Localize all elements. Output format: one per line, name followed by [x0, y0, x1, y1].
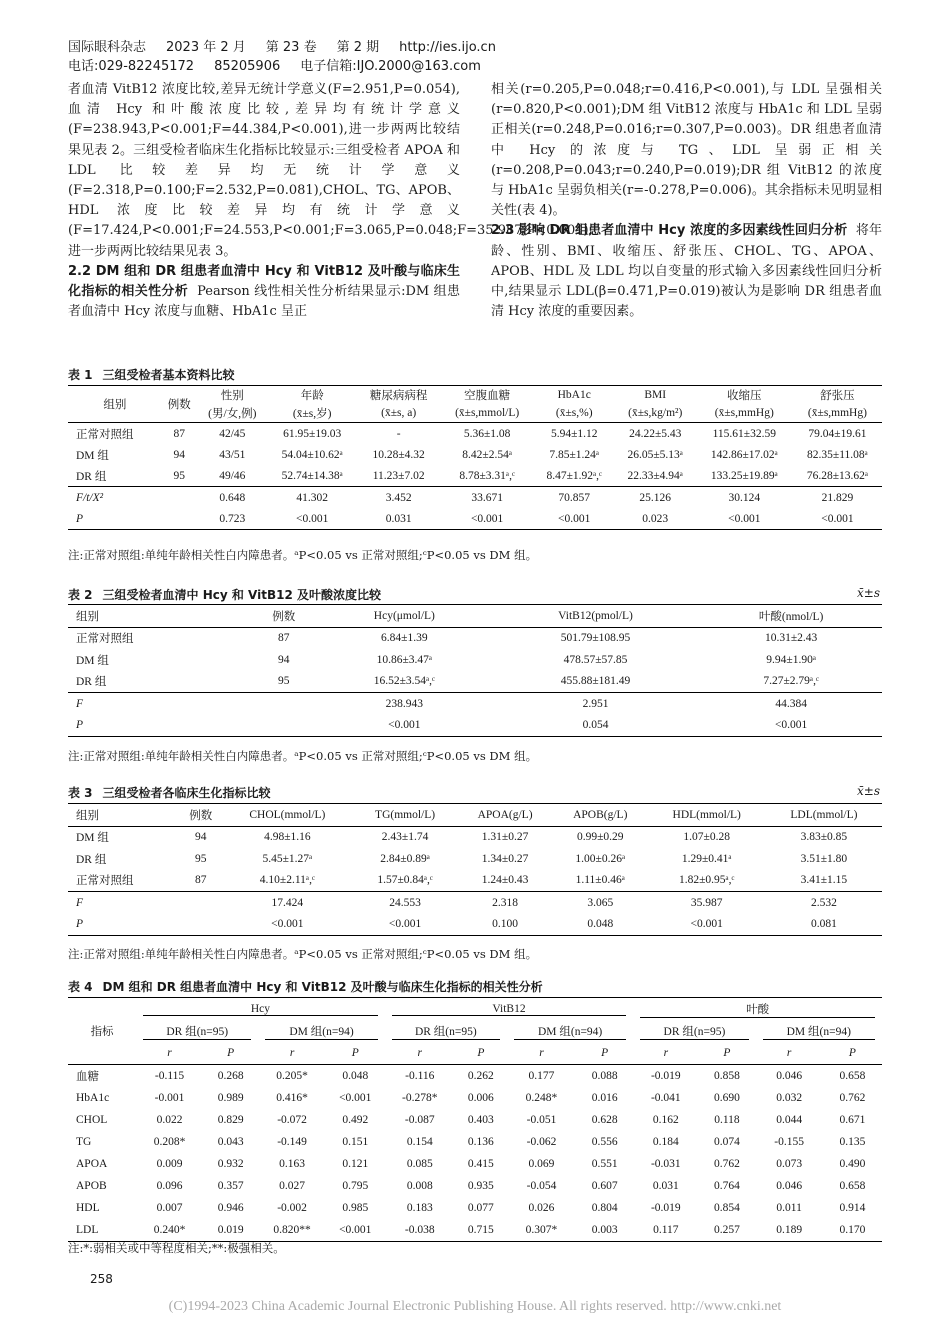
table-row: 正常对照组 87 42/45 61.95±19.03 - 5.36±1.08 5.94±1.12 24.22±5.43 115.61±32.59 79.04±19.61	[68, 423, 882, 445]
table-cell: 0.804	[591, 1202, 618, 1214]
table-header: (x̄±s,%)	[555, 407, 593, 419]
table-cell: -0.041	[650, 1092, 681, 1104]
stat-row: P <0.001 0.054 <0.001	[68, 715, 882, 737]
table-cell: 0.077	[467, 1202, 494, 1214]
journal-header-line2	[68, 55, 501, 74]
table2-caption: 表 2 三组受检者血清中 Hcy 和 VitB12 及叶酸浓度比较	[68, 588, 381, 602]
table-cell: 0.011	[776, 1202, 802, 1214]
table-header: 组别	[68, 605, 250, 628]
table-header: P	[601, 1047, 609, 1059]
table-cell: 0.985	[342, 1202, 369, 1214]
table-cell: 0.690	[714, 1092, 740, 1104]
table-cell: 0.019	[203, 1219, 258, 1242]
table-cell: 0.658	[823, 1065, 882, 1088]
journal-header-line1	[68, 36, 516, 55]
table-row: DR 组 95 5.45±1.27ᵃ 2.84±0.89ᵃ 1.34±0.27 1.00±0.26ᵃ 1.29±0.41ᵃ 3.51±1.80	[76, 852, 848, 866]
table-row: DR 组 95 49/46 52.74±14.38ᵃ 11.23±7.02 8.78±3.31ᵃ,ᶜ 8.47±1.92ᵃ,ᶜ 22.33±4.94ᵃ 133.25±19.89ᵃ 76.28±13.62ᵃ	[76, 469, 869, 483]
table-cell: 0.151	[342, 1136, 369, 1148]
table-cell: 0.118	[714, 1114, 740, 1126]
table-row: 正常对照组 87 4.10±2.11ᵃ,ᶜ 1.57±0.84ᵃ,ᶜ 1.24±0.43 1.11±0.46ᵃ 1.82±0.95ᵃ,ᶜ 3.41±1.15	[76, 874, 848, 888]
table-cell: 0.416*	[276, 1092, 308, 1104]
table1-caption: 表 1 三组受检者基本资料比较	[68, 368, 235, 382]
table-cell: 0.551	[591, 1158, 618, 1170]
table-cell: 0.096	[156, 1180, 183, 1192]
table-header: r	[539, 1047, 544, 1059]
table-cell: 0.162	[652, 1114, 679, 1126]
table-header: Hcy	[143, 1003, 378, 1016]
table-cell: 0.008	[406, 1180, 433, 1192]
table-header: 指标	[68, 998, 136, 1065]
table-header: P	[477, 1047, 485, 1059]
table-cell: 0.935	[467, 1180, 494, 1192]
table-cell: 0.858	[698, 1065, 755, 1088]
table-row	[68, 1087, 882, 1109]
paragraph: 者血清 VitB12 浓度比较,差异无统计学意义(F=2.951,P=0.054),血清 Hcy 和叶酸浓度比较,差异均有统计学意义(F=238.943,P<0.001;F=44.384,P<0.001),进一步两两比较结果见表 2。三组受检者临床生化指标比较显示:三组受检者 APOA 和 LDL 比较差异均无统计学意义(F=2.318,P=0.100;F=2.532,P=0.081),CHOL、TG、APOB、HDL 浓度比较差异均有统计学意义(F=17.424,P<0.001;F=24.553,P<0.001;F=3.065,P=0.048;F=35.987,P<0.001),进一步两两比较结果见表 3。	[68, 82, 593, 259]
table-row: 正常对照组 87 6.84±1.39 501.79±108.95 10.31±2.43	[68, 627, 882, 649]
table-header: 例数	[162, 386, 197, 423]
table-cell: 0.016	[591, 1092, 618, 1104]
journal-url[interactable]: http://ies.ijo.cn	[399, 40, 496, 55]
table-header: 例数	[180, 804, 222, 827]
stat-row: F 238.943 2.951 44.384	[68, 693, 882, 715]
table-cell: 0.163	[279, 1158, 306, 1170]
table-header: DM 组(n=94)	[265, 1023, 377, 1040]
table2-note: 注:正常对照组:单纯年龄相关性白内障患者。ᵃP<0.05 vs 正常对照组;ᶜP<0.05 vs DM 组。	[68, 749, 538, 763]
paragraph: 将年龄、性别、BMI、收缩压、舒张压、CHOL、TG、APOA、APOB、HDL 及 LDL 均以自变量的形式输入多因素线性回归分析中,结果显示 LDL(β=0.471,P=0.019)被认为是影响 DR 组患者血清 Hcy 浓度的重要因素。	[491, 223, 882, 320]
table-header: P	[227, 1047, 235, 1059]
table2-unit: x̄±s	[857, 586, 880, 600]
table-row: DM 组 94 4.98±1.16 2.43±1.74 1.31±0.27 0.99±0.29 1.07±0.28 3.83±0.85	[68, 826, 882, 848]
row-label: CHOL	[76, 1114, 108, 1126]
table-cell: 0.046	[756, 1065, 823, 1088]
table-header: r	[167, 1047, 172, 1059]
table-header: 年龄	[268, 386, 357, 405]
table-cell: 0.006	[467, 1092, 494, 1104]
table-header: 性别	[197, 386, 268, 405]
table-cell: -0.072	[277, 1114, 307, 1126]
email: 电子信箱:IJO.2000@163.com	[300, 59, 481, 74]
table-header: 叶酸	[640, 1001, 875, 1018]
table-cell: -0.019	[650, 1202, 681, 1214]
table3	[68, 803, 882, 936]
table-cell: 0.022	[156, 1114, 183, 1126]
table2	[68, 604, 882, 737]
table-header: 组别	[68, 804, 180, 827]
issue-number: 第 2 期	[336, 40, 380, 55]
table-header: LDL(mmol/L)	[766, 804, 882, 827]
table-cell: 0.829	[217, 1114, 244, 1126]
table-header: r	[289, 1047, 295, 1059]
table4	[68, 997, 882, 1242]
table3-unit: x̄±s	[857, 784, 880, 798]
table-header: (男/女,例)	[208, 408, 257, 420]
row-label: TG	[76, 1136, 92, 1148]
paragraph: 相关(r=0.205,P=0.048;r=0.416,P<0.001),与 LDL 呈强相关(r=0.820,P<0.001);DM 组 VitB12 浓度与 HbA1c 和 LDL 呈弱正相关(r=0.248,P=0.016;r=0.307,P=0.003)。DR 组患者血清中 Hcy 的浓度与 TG、LDL 呈弱正相关(r=0.208,P=0.043;r=0.240,P=0.019);DR 组 VitB12 的浓度与 HbA1c 呈弱负相关(r=-0.278,P=0.006)。其余指标未见明显相关性(表 4)。	[491, 82, 882, 219]
table-cell: 0.932	[217, 1158, 244, 1170]
table-row: DM 组 94 43/51 54.04±10.62ᵃ 10.28±4.32 8.42±2.54ᵃ 7.85±1.24ᵃ 26.05±5.13ᵃ 142.86±17.02ᵃ 82.35±11.08ᵃ	[76, 448, 868, 462]
table-header: r	[786, 1047, 792, 1059]
table-cell: 0.607	[591, 1180, 618, 1192]
table-header: DR 组(n=95)	[143, 1023, 251, 1040]
table-cell: 0.248*	[525, 1092, 558, 1104]
table-row	[68, 1197, 882, 1219]
table-cell: 0.048	[326, 1065, 385, 1088]
table4-caption: 表 4 DM 组和 DR 组患者血清中 Hcy 和 VitB12 及叶酸与临床生化指标的相关性分析	[68, 980, 543, 994]
table-cell: 0.007	[156, 1202, 183, 1214]
row-label: LDL	[68, 1219, 136, 1242]
table-cell: -0.002	[277, 1202, 307, 1214]
paragraph: Pearson 线性相关性分析结果显示:DM 组患者血清中 Hcy 浓度与血糖、HbA1c 呈正	[68, 284, 461, 320]
table-header: Hcy(μmol/L)	[318, 605, 491, 628]
table-header: HbA1c	[534, 386, 615, 405]
table-cell: 0.074	[714, 1136, 740, 1148]
table-header: 收缩压	[696, 386, 793, 405]
table-cell: -0.051	[526, 1114, 557, 1126]
table-cell: 0.009	[156, 1158, 183, 1170]
table-cell: <0.001	[339, 1092, 372, 1104]
row-label: 血糖	[68, 1065, 136, 1088]
table-row	[68, 1219, 882, 1242]
table-header: 糖尿病病程	[357, 386, 441, 405]
table-cell: 0.027	[279, 1180, 306, 1192]
table-header: BMI	[615, 386, 696, 405]
table-row: DM 组 94 10.86±3.47ᵃ 478.57±57.85 9.94±1.90ᵃ	[76, 653, 816, 667]
table-cell: 0.415	[467, 1158, 494, 1170]
volume: 第 23 卷	[265, 40, 317, 55]
table-header: r	[417, 1047, 422, 1059]
table-cell: 0.085	[406, 1158, 433, 1170]
table-cell: 0.762	[839, 1092, 866, 1104]
table-header: r	[663, 1047, 669, 1059]
table1-note: 注:正常对照组:单纯年龄相关性白内障患者。ᵃP<0.05 vs 正常对照组;ᶜP<0.05 vs DM 组。	[68, 548, 538, 562]
table-cell: 0.170	[823, 1219, 882, 1242]
table-cell: 0.658	[839, 1180, 866, 1192]
table-cell: 0.240*	[136, 1219, 203, 1242]
table-header: (x̄±s, a)	[381, 407, 417, 419]
table-header: (x̄±s,mmol/L)	[455, 407, 520, 419]
table-header: (x̄±s,kg/m²)	[628, 407, 683, 419]
table-cell: 0.914	[839, 1202, 866, 1214]
table-cell: 0.121	[342, 1158, 369, 1170]
table-cell: <0.001	[326, 1219, 385, 1242]
table-header: 舒张压	[793, 386, 882, 405]
table-header: DM 组(n=94)	[514, 1023, 626, 1040]
table-cell: 0.032	[776, 1092, 803, 1104]
table-cell: 0.154	[406, 1136, 433, 1148]
table-header: DR 组(n=95)	[392, 1023, 500, 1040]
table-cell: 0.820**	[258, 1219, 325, 1242]
table-header: TG(mmol/L)	[353, 804, 457, 827]
table-cell: 0.046	[776, 1180, 803, 1192]
table-header: P	[351, 1047, 359, 1059]
table-cell: -0.001	[154, 1092, 185, 1104]
table-header: (x̄±s,mmHg)	[807, 407, 867, 419]
table3-note: 注:正常对照组:单纯年龄相关性白内障患者。ᵃP<0.05 vs 正常对照组;ᶜP<0.05 vs DM 组。	[68, 947, 538, 961]
table-cell: 0.088	[576, 1065, 633, 1088]
table-cell: 0.026	[528, 1202, 555, 1214]
table-cell: 0.257	[698, 1219, 755, 1242]
table3-caption: 表 3 三组受检者各临床生化指标比较	[68, 786, 271, 800]
table-cell: -0.155	[774, 1136, 804, 1148]
table-cell: 0.268	[203, 1065, 258, 1088]
phone-ext: 85205906	[214, 59, 281, 74]
table4-note: 注:*:弱相关或中等程度相关;**:极强相关。	[68, 1241, 285, 1255]
table-cell: 0.762	[714, 1158, 740, 1170]
row-label: HbA1c	[76, 1092, 110, 1104]
table-cell: 0.262	[455, 1065, 507, 1088]
table-cell: 0.205*	[258, 1065, 325, 1088]
row-label: APOA	[76, 1158, 108, 1170]
table-row: DR 组 95 16.52±3.54ᵃ,ᶜ 455.88±181.49 7.27±2.79ᵃ,ᶜ	[76, 675, 819, 689]
row-label: HDL	[76, 1202, 100, 1214]
table-row	[68, 1109, 882, 1131]
table-cell: 0.043	[217, 1136, 244, 1148]
table-header: P	[723, 1047, 731, 1059]
table-cell: 0.357	[217, 1180, 244, 1192]
table-header: P	[848, 1047, 856, 1059]
table-cell: -0.062	[526, 1136, 557, 1148]
table-cell: -0.038	[385, 1219, 455, 1242]
table-cell: 0.003	[576, 1219, 633, 1242]
phone: 电话:029-82245172	[68, 59, 195, 74]
table-cell: 0.208*	[153, 1136, 186, 1148]
table-cell: 0.117	[633, 1219, 698, 1242]
table-header: 空腹血糖	[441, 386, 534, 405]
table1	[68, 385, 882, 530]
table-cell: -0.087	[404, 1114, 435, 1126]
table-header: 叶酸(nmol/L)	[700, 605, 882, 628]
table-row	[68, 1131, 882, 1153]
table-cell: 0.795	[342, 1180, 369, 1192]
table-cell: 0.490	[839, 1158, 866, 1170]
table-row	[68, 1153, 882, 1175]
table-header: (x̄±s,岁)	[292, 408, 332, 420]
table-cell: 0.556	[591, 1136, 618, 1148]
table-header: 例数	[250, 605, 318, 628]
table-row	[68, 1175, 882, 1197]
copyright-footer: (C)1994-2023 China Academic Journal Electronic Publishing House. All rights reserved. http://www.cnki.net	[168, 1299, 782, 1314]
table-cell: -0.019	[633, 1065, 698, 1088]
table-cell: 0.715	[455, 1219, 507, 1242]
stat-row: F/t/X² 0.648 41.302 3.452 33.671 70.857 25.126 30.124 21.829	[68, 487, 882, 509]
table-cell: 0.069	[528, 1158, 555, 1170]
table-cell: 0.189	[756, 1219, 823, 1242]
table-cell: 0.764	[714, 1180, 740, 1192]
table-cell: -0.054	[526, 1180, 557, 1192]
table-cell: 0.628	[591, 1114, 618, 1126]
journal-name: 国际眼科杂志	[68, 40, 147, 55]
stat-row: P <0.001 <0.001 0.100 0.048 <0.001 0.081	[68, 914, 882, 936]
table-header: CHOL(mmol/L)	[222, 804, 353, 827]
table-cell: 0.946	[217, 1202, 244, 1214]
table-header: 组别	[68, 386, 162, 423]
table-cell: 0.854	[714, 1202, 740, 1214]
table-header: VitB12	[392, 1003, 627, 1016]
table-cell: 0.183	[406, 1202, 433, 1214]
table-header: (x̄±s,mmHg)	[714, 407, 774, 419]
table-cell: -0.116	[385, 1065, 455, 1088]
table-header: APOB(g/L)	[553, 804, 648, 827]
issue-date: 2023 年 2 月	[166, 40, 246, 55]
page-number: 258	[90, 1272, 113, 1286]
table-cell: 0.136	[467, 1136, 494, 1148]
table-cell: -0.115	[136, 1065, 203, 1088]
table-cell: 0.135	[839, 1136, 866, 1148]
table-header: DM 组(n=94)	[763, 1023, 875, 1040]
right-column	[491, 80, 882, 322]
section-2-3-title: 2.3 影响 DR 组患者血清中 Hcy 浓度的多因素线性回归分析	[491, 223, 848, 239]
table-header: VitB12(pmol/L)	[491, 605, 701, 628]
row-label: APOB	[76, 1180, 107, 1192]
table-cell: 0.989	[217, 1092, 244, 1104]
table-cell: 0.184	[652, 1136, 679, 1148]
left-column	[68, 80, 593, 322]
table-cell: 0.177	[507, 1065, 576, 1088]
table-row	[68, 1065, 882, 1088]
table-cell: -0.149	[277, 1136, 307, 1148]
table-header: HDL(mmol/L)	[648, 804, 766, 827]
table-cell: 0.073	[776, 1158, 803, 1170]
table-cell: 0.044	[776, 1114, 803, 1126]
table-cell: 0.031	[652, 1180, 679, 1192]
table-cell: -0.278*	[402, 1092, 438, 1104]
table-header: DR 组(n=95)	[640, 1023, 748, 1040]
stat-row: F 17.424 24.553 2.318 3.065 35.987 2.532	[68, 892, 882, 914]
stat-row: P 0.723 <0.001 0.031 <0.001 <0.001 0.023 <0.001 <0.001	[68, 508, 882, 530]
table-cell: 0.403	[467, 1114, 494, 1126]
table-cell: 0.492	[342, 1114, 369, 1126]
section-2-2-title: 2.2 DM 组和 DR 组患者血清中 Hcy 和 VitB12 及叶酸与临床生化指标的相关性分析	[68, 263, 460, 300]
table-cell: 0.671	[839, 1114, 866, 1126]
table-cell: -0.031	[650, 1158, 681, 1170]
table-header: APOA(g/L)	[457, 804, 553, 827]
table-cell: 0.307*	[507, 1219, 576, 1242]
